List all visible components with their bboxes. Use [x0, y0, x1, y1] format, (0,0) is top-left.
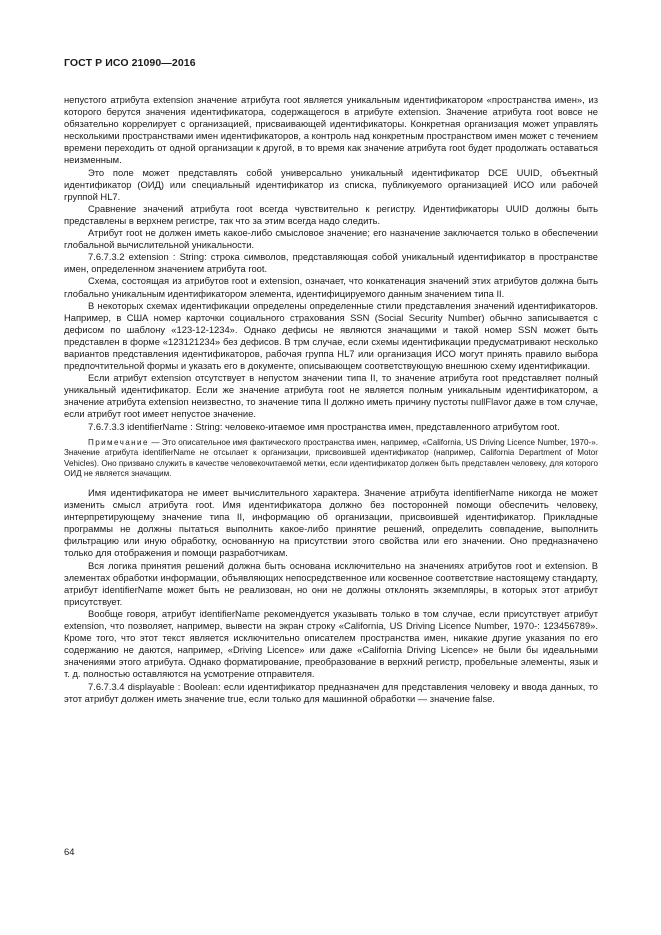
document-header: ГОСТ Р ИСО 21090—2016 [64, 57, 196, 69]
paragraph-displayable-definition: 7.6.7.3.4 displayable : Boolean: если идентификатор предназначен для представления человеку и ввода данных, то этот атрибут должен иметь значение true, если только для машинной обработки — значение false. [64, 680, 598, 704]
paragraph-extension-definition: 7.6.7.3.2 extension : String: строка символов, представляющая собой уникальный идентификатор в пространстве имен, определенном значением атрибута root. [64, 251, 598, 275]
paragraph-root-meaning: Атрибут root не должен иметь какое-либо смысловое значение; его назначение заключается только в обеспечении глобальной вычислительной уникальности. [64, 227, 598, 251]
paragraph-case-sensitivity: Сравнение значений атрибута root всегда чувствительно к регистру. Идентификаторы UUID должны быть представлены в верхнем регистре, так что за этим всегда надо следить. [64, 202, 598, 226]
paragraph-identifier-styles: В некоторых схемах идентификации определены определенные стили представления значений идентификаторов. Например, в США номер карточки социального страхования SSN (Social Security Number) обычно записывается с дефисом по шаблону «123-12-1234». Однако дефисы не являются значащими и такой номер SSN может быть представлен в форме «123121234» без дефисов. В трм случае, если схемы идентификации предусматривают несколько вариантов представления идентификаторов, рабочая группа HL7 или организация ИСО могут принять правило выбора предпочтительной формы и указать его в документе, описывающем соответствующую внешнюю схему идентификации. [64, 299, 598, 372]
paragraph-identifier-name-definition: 7.6.7.3.3 identifierName : String: человеко-итаемое имя пространства имен, представленного атрибутом root. [88, 420, 560, 432]
paragraph-extension-absent: Если атрибут extension отсутствует в непустом значении типа II, то значение атрибута root представляет полный уникальный идентификатор. Если же значение атрибута root не является полным уникальным идентификатором, а значение атрибута extension неизвестно, то значение типа II должно иметь причину пустоты nullFlavor даже в том случае, если атрибут root имеет непустое значение. [64, 372, 598, 420]
paragraph-identifier-name-usage: Вообще говоря, атрибут identifierName рекомендуется указывать только в том случае, если присутствует атрибут extension, что позволяет, например, вывести на экран строку «California, US Driving Licence Number, 1970-: 123456789». Кроме того, что этот текст является исключительно описателем пространства имен, никакие другие указания по его содержанию не даются, например, «Driving Licence» или даже «California Driving Licence» не были бы идеальными значениями этого атрибута. Однако форматирование, преобразование в верхний регистр, пробельные элементы, язык и т. д. полностью оставляются на усмотрение отправителя. [64, 607, 598, 680]
note-block [64, 438, 598, 480]
paragraph-decision-logic: Вся логика принятия решений должна быть основана исключительно на значениях атрибутов root и extension. В элементах обработки информации, объявляющих непосредственное или косвенное соответствие настоящему стандарту, атрибут identifierName может быть не реализован, но они не должны отклонять экземпляры, в которых этот атрибут присутствует. [64, 559, 598, 607]
paragraph-uuid-oid: Это поле может представлять собой универсально уникальный идентификатор DCE UUID, объектный идентификатор (ОИД) или специальный идентификатор из списка, публикуемого организацией ИСО или рабочей группой HL7. [64, 166, 598, 202]
paragraph-identifier-name-nature: Имя идентификатора не имеет вычислительного характера. Значение атрибута identifierName никогда не может изменить смысл атрибута root. Имя идентификатора должно без посторонней помощи обеспечить человеку, интерпретирующему значение типа II, информацию об организации, присвоившей идентификатор. Прикладные программы не должны пытаться выполнить какое-либо принятие решений, определить совпадение, выполнить фильтрацию или иную обработку, основанную на присутствии этого свойства или его значении. Оно предназначено только для отображения и помощи разработчикам. [64, 487, 598, 559]
note-text: — Это описательное имя фактического пространства имен, например, «California, US Driving Licence Number, 1970-». Значение атрибута identifierName не отсылает к организации, присвоившей идентификатор (например, California Department of Motor Vehicles). Оно призвано служить в качестве человекочитаемой метки, если идентификатор должен быть представлен человеку, для которого ОИД не является значащим. [64, 437, 598, 479]
document-body [64, 94, 598, 705]
page-number: 64 [64, 846, 75, 857]
paragraph-root-continuation: непустого атрибута extension значение атрибута root является уникальным идентификатором «пространства имен», из которого берутся значения идентификатора, содержащегося в атрибуте extension. Значение атрибута root вовсе не обязательно коррелирует с организацией, присваивающей идентификаторы. Конкретная организация может управлять несколькими пространствами имен идентификаторов, а контроль над конкретным пространством имен может с течением времени переходить от одной организации к другой, в то время как значение атрибута root будет продолжать оставаться неизменным. [64, 94, 598, 166]
note-label: Примечание [88, 437, 149, 447]
paragraph-concatenation: Схема, состоящая из атрибутов root и extension, означает, что конкатенация значений этих атрибутов должна быть глобально уникальным идентификатором элемента, идентифицируемого данным значением типа II. [64, 275, 598, 299]
